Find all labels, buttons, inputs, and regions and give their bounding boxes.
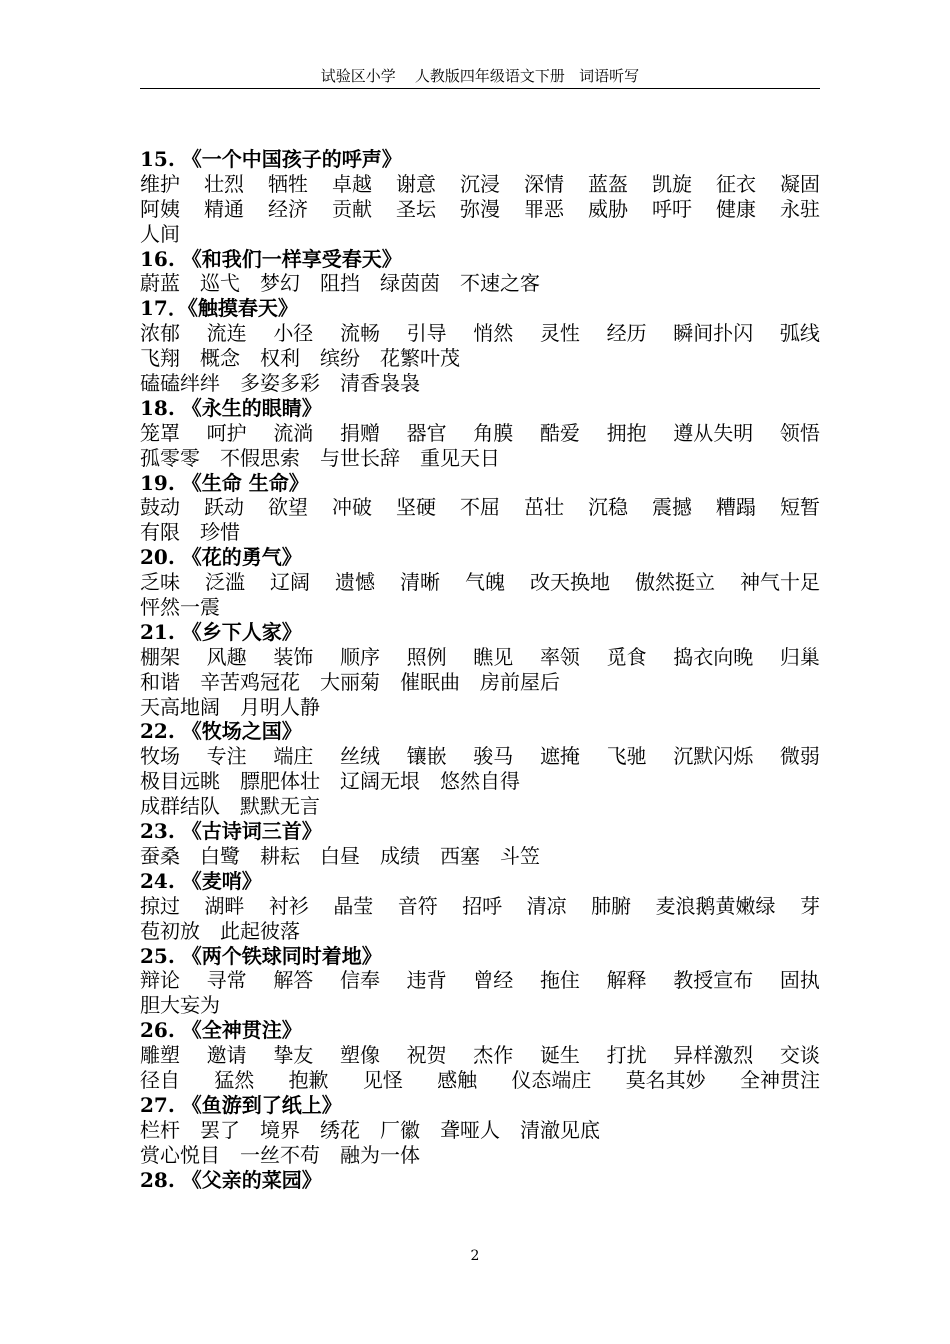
vocabulary-word: 凝固 bbox=[780, 171, 820, 196]
vocabulary-word: 房前屋后 bbox=[480, 669, 560, 694]
vocabulary-word: 辽阔无垠 bbox=[340, 769, 420, 794]
vocabulary-word: 弧线 bbox=[779, 321, 820, 346]
vocabulary-word: 异样激烈 bbox=[673, 1043, 754, 1068]
word-line bbox=[140, 695, 820, 720]
vocabulary-word: 浓郁 bbox=[140, 321, 180, 346]
vocabulary-word: 流连 bbox=[206, 321, 247, 346]
vocabulary-word: 笼罩 bbox=[140, 420, 180, 445]
vocabulary-word: 罪恶 bbox=[524, 196, 564, 221]
vocabulary-word: 短暂 bbox=[780, 495, 820, 520]
vocabulary-word: 沉默闪烁 bbox=[673, 744, 754, 769]
vocabulary-word: 装饰 bbox=[273, 644, 314, 669]
word-line bbox=[140, 1068, 820, 1093]
word-line bbox=[140, 993, 820, 1018]
vocabulary-word: 丝绒 bbox=[339, 744, 380, 769]
vocabulary-word: 湖畔 bbox=[204, 893, 245, 918]
vocabulary-word: 见怪 bbox=[362, 1067, 403, 1092]
word-line bbox=[140, 1143, 820, 1168]
vocabulary-word: 猛然 bbox=[214, 1067, 255, 1092]
lesson-title: 23. 《古诗词三首》 bbox=[140, 819, 322, 844]
vocabulary-word: 震撼 bbox=[652, 495, 692, 520]
vocabulary-word: 流淌 bbox=[273, 420, 314, 445]
vocabulary-word: 镶嵌 bbox=[406, 744, 447, 769]
vocabulary-word: 酷爱 bbox=[539, 420, 580, 445]
vocabulary-word: 径自 bbox=[140, 1067, 180, 1092]
vocabulary-word: 抱歉 bbox=[288, 1067, 329, 1092]
vocabulary-word: 麦浪鹅黄嫩绿 bbox=[655, 893, 776, 918]
vocabulary-word: 耕耘 bbox=[260, 843, 300, 868]
vocabulary-word: 不速之客 bbox=[460, 271, 540, 296]
vocabulary-word: 清澈见底 bbox=[520, 1117, 600, 1142]
vocabulary-word: 悠然自得 bbox=[440, 769, 520, 794]
vocabulary-word: 斗笠 bbox=[500, 843, 540, 868]
word-line bbox=[140, 769, 820, 794]
vocabulary-word: 凯旋 bbox=[652, 171, 692, 196]
vocabulary-word: 率领 bbox=[539, 644, 580, 669]
vocabulary-word: 阿姨 bbox=[140, 196, 180, 221]
word-line bbox=[140, 919, 820, 944]
vocabulary-word: 与世长辞 bbox=[320, 445, 400, 470]
vocabulary-word: 改天换地 bbox=[530, 570, 610, 595]
vocabulary-word: 经济 bbox=[268, 196, 308, 221]
lesson-title: 22. 《牧场之国》 bbox=[140, 719, 302, 744]
vocabulary-word: 融为一体 bbox=[340, 1142, 420, 1167]
vocabulary-word: 沉浸 bbox=[460, 171, 500, 196]
page-number: 2 bbox=[470, 1248, 480, 1264]
vocabulary-word: 骏马 bbox=[473, 744, 514, 769]
vocabulary-word: 音符 bbox=[397, 893, 438, 918]
vocabulary-word: 飞翔 bbox=[140, 346, 180, 371]
vocabulary-word: 茁壮 bbox=[524, 495, 564, 520]
word-line bbox=[140, 197, 820, 222]
vocabulary-word: 呵护 bbox=[206, 420, 247, 445]
word-line bbox=[140, 894, 820, 919]
vocabulary-word: 厂徽 bbox=[380, 1117, 420, 1142]
vocabulary-word: 贡献 bbox=[332, 196, 372, 221]
vocabulary-word: 鼓动 bbox=[140, 495, 180, 520]
vocabulary-word: 悄然 bbox=[473, 321, 514, 346]
lesson-title: 27. 《鱼游到了纸上》 bbox=[140, 1092, 342, 1117]
vocabulary-word: 罢了 bbox=[200, 1117, 240, 1142]
word-line bbox=[140, 844, 820, 869]
vocabulary-word: 牺牲 bbox=[268, 171, 308, 196]
vocabulary-word: 怦然一震 bbox=[140, 595, 220, 620]
vocabulary-word: 傲然挺立 bbox=[635, 570, 715, 595]
vocabulary-word: 胆大妄为 bbox=[140, 993, 220, 1018]
word-line bbox=[140, 1118, 820, 1143]
vocabulary-word: 蔚蓝 bbox=[140, 271, 180, 296]
vocabulary-word: 芽 bbox=[799, 893, 820, 918]
vocabulary-word: 沉稳 bbox=[588, 495, 628, 520]
vocabulary-word: 肺腑 bbox=[591, 893, 632, 918]
vocabulary-word: 打扰 bbox=[606, 1043, 647, 1068]
vocabulary-word: 领悟 bbox=[779, 420, 820, 445]
vocabulary-word: 重见天日 bbox=[420, 445, 500, 470]
lesson-title: 15. 《一个中国孩子的呼声》 bbox=[140, 147, 402, 171]
vocabulary-word: 壮烈 bbox=[204, 171, 244, 196]
page-header: 试验区小学 人教版四年级语文下册 词语听写 bbox=[140, 64, 820, 89]
vocabulary-word: 塑像 bbox=[339, 1043, 380, 1068]
vocabulary-word: 珍惜 bbox=[200, 520, 240, 545]
word-line bbox=[140, 595, 820, 620]
vocabulary-word: 小径 bbox=[273, 321, 314, 346]
lesson-title: 19. 《生命 生命》 bbox=[140, 470, 309, 495]
vocabulary-word: 固执 bbox=[779, 968, 820, 993]
word-line bbox=[140, 570, 820, 595]
vocabulary-word: 巡弋 bbox=[200, 271, 240, 296]
word-line bbox=[140, 222, 820, 247]
vocabulary-word: 风趣 bbox=[206, 644, 247, 669]
lesson-title: 24. 《麦哨》 bbox=[140, 868, 262, 893]
vocabulary-word: 一丝不苟 bbox=[240, 1142, 320, 1167]
vocabulary-word: 诞生 bbox=[539, 1043, 580, 1068]
vocabulary-word: 多姿多彩 bbox=[240, 371, 320, 396]
vocabulary-word: 拖住 bbox=[539, 968, 580, 993]
lesson-title: 17．《触摸春天》 bbox=[140, 296, 298, 321]
vocabulary-word: 月明人静 bbox=[240, 694, 320, 719]
vocabulary-word: 成绩 bbox=[380, 843, 420, 868]
vocabulary-word: 清晰 bbox=[400, 570, 440, 595]
lesson-title: 20. 《花的勇气》 bbox=[140, 545, 302, 570]
lesson-title: 21. 《乡下人家》 bbox=[140, 619, 302, 644]
vocabulary-word: 缤纷 bbox=[320, 346, 360, 371]
vocabulary-word: 深情 bbox=[524, 171, 564, 196]
vocabulary-word: 遗憾 bbox=[335, 570, 375, 595]
vocabulary-word: 健康 bbox=[716, 196, 756, 221]
vocabulary-word: 白昼 bbox=[320, 843, 360, 868]
word-line bbox=[140, 321, 820, 346]
vocabulary-word: 牧场 bbox=[140, 744, 180, 769]
vocabulary-word: 威胁 bbox=[588, 196, 628, 221]
vocabulary-word: 辛苦鸡冠花 bbox=[200, 669, 300, 694]
vocabulary-word: 瞬间扑闪 bbox=[673, 321, 754, 346]
vocabulary-word: 角膜 bbox=[473, 420, 514, 445]
vocabulary-word: 灵性 bbox=[539, 321, 580, 346]
vocabulary-word: 晶莹 bbox=[333, 893, 374, 918]
vocabulary-word: 成群结队 bbox=[140, 794, 220, 819]
vocabulary-word: 聋哑人 bbox=[440, 1117, 500, 1142]
vocabulary-word: 蓝盔 bbox=[588, 171, 628, 196]
vocabulary-word: 泛滥 bbox=[205, 570, 245, 595]
vocabulary-word: 遮掩 bbox=[539, 744, 580, 769]
vocabulary-word: 苞初放 bbox=[140, 918, 200, 943]
vocabulary-word: 绿茵茵 bbox=[380, 271, 440, 296]
vocabulary-word: 流畅 bbox=[339, 321, 380, 346]
vocabulary-word: 经历 bbox=[606, 321, 647, 346]
vocabulary-word: 坚硬 bbox=[396, 495, 436, 520]
word-line bbox=[140, 520, 820, 545]
vocabulary-word: 捣衣向晚 bbox=[673, 644, 754, 669]
vocabulary-word: 此起彼落 bbox=[220, 918, 300, 943]
vocabulary-word: 寻常 bbox=[206, 968, 247, 993]
vocabulary-word: 有限 bbox=[140, 520, 180, 545]
vocabulary-word: 人间 bbox=[140, 221, 180, 246]
vocabulary-word: 极目远眺 bbox=[140, 769, 220, 794]
vocabulary-word: 辽阔 bbox=[270, 570, 310, 595]
vocabulary-word: 觅食 bbox=[606, 644, 647, 669]
vocabulary-word: 器官 bbox=[406, 420, 447, 445]
vocabulary-word: 仪态端庄 bbox=[511, 1067, 592, 1092]
vocabulary-word: 解答 bbox=[273, 968, 314, 993]
word-line bbox=[140, 968, 820, 993]
vocabulary-word: 莫名其妙 bbox=[625, 1067, 706, 1092]
vocabulary-word: 卓越 bbox=[332, 171, 372, 196]
word-line bbox=[140, 495, 820, 520]
vocabulary-word: 杰作 bbox=[473, 1043, 514, 1068]
vocabulary-word: 棚架 bbox=[140, 644, 180, 669]
vocabulary-word: 欲望 bbox=[268, 495, 308, 520]
vocabulary-word: 归巢 bbox=[779, 644, 820, 669]
vocabulary-word: 衬衫 bbox=[268, 893, 309, 918]
vocabulary-word: 栏杆 bbox=[140, 1117, 180, 1142]
vocabulary-word: 教授宣布 bbox=[673, 968, 754, 993]
vocabulary-list bbox=[140, 147, 820, 1192]
vocabulary-word: 拥抱 bbox=[606, 420, 647, 445]
vocabulary-word: 气魄 bbox=[465, 570, 505, 595]
vocabulary-word: 微弱 bbox=[779, 744, 820, 769]
vocabulary-word: 清香袅袅 bbox=[340, 371, 420, 396]
word-line bbox=[140, 1043, 820, 1068]
word-line bbox=[140, 346, 820, 371]
vocabulary-word: 精通 bbox=[204, 196, 244, 221]
vocabulary-word: 祝贺 bbox=[406, 1043, 447, 1068]
vocabulary-word: 孤零零 bbox=[140, 445, 200, 470]
lesson-title: 26. 《全神贯注》 bbox=[140, 1018, 302, 1043]
vocabulary-word: 永驻 bbox=[780, 196, 820, 221]
vocabulary-word: 绣花 bbox=[320, 1117, 360, 1142]
vocabulary-word: 弥漫 bbox=[460, 196, 500, 221]
vocabulary-word: 不假思索 bbox=[220, 445, 300, 470]
vocabulary-word: 呼吁 bbox=[652, 196, 692, 221]
vocabulary-word: 不屈 bbox=[460, 495, 500, 520]
vocabulary-word: 糟蹋 bbox=[716, 495, 756, 520]
vocabulary-word: 招呼 bbox=[462, 893, 503, 918]
vocabulary-word: 照例 bbox=[406, 644, 447, 669]
vocabulary-word: 解释 bbox=[606, 968, 647, 993]
vocabulary-word: 瞧见 bbox=[473, 644, 514, 669]
vocabulary-word: 违背 bbox=[406, 968, 447, 993]
vocabulary-word: 蚕桑 bbox=[140, 843, 180, 868]
vocabulary-word: 引导 bbox=[406, 321, 447, 346]
vocabulary-word: 概念 bbox=[200, 346, 240, 371]
vocabulary-word: 感触 bbox=[437, 1067, 478, 1092]
vocabulary-word: 端庄 bbox=[273, 744, 314, 769]
vocabulary-word: 遵从失明 bbox=[673, 420, 754, 445]
word-line bbox=[140, 446, 820, 471]
vocabulary-word: 全神贯注 bbox=[739, 1067, 820, 1092]
lesson-title: 16. 《和我们一样享受春天》 bbox=[140, 246, 402, 271]
vocabulary-word: 雕塑 bbox=[140, 1043, 180, 1068]
vocabulary-word: 维护 bbox=[140, 171, 180, 196]
vocabulary-word: 捐赠 bbox=[339, 420, 380, 445]
vocabulary-word: 神气十足 bbox=[740, 570, 820, 595]
vocabulary-word: 曾经 bbox=[473, 968, 514, 993]
word-line bbox=[140, 371, 820, 396]
vocabulary-word: 权利 bbox=[260, 346, 300, 371]
word-line bbox=[140, 421, 820, 446]
vocabulary-word: 境界 bbox=[260, 1117, 300, 1142]
word-line bbox=[140, 670, 820, 695]
word-line bbox=[140, 744, 820, 769]
word-line bbox=[140, 271, 820, 296]
vocabulary-word: 邀请 bbox=[206, 1043, 247, 1068]
lesson-title: 28. 《父亲的菜园》 bbox=[140, 1167, 322, 1192]
vocabulary-word: 顺序 bbox=[339, 644, 380, 669]
word-line bbox=[140, 172, 820, 197]
vocabulary-word: 挚友 bbox=[273, 1043, 314, 1068]
vocabulary-word: 花繁叶茂 bbox=[380, 346, 460, 371]
vocabulary-word: 专注 bbox=[206, 744, 247, 769]
vocabulary-word: 默默无言 bbox=[240, 794, 320, 819]
lesson-title: 25. 《两个铁球同时着地》 bbox=[140, 943, 382, 968]
vocabulary-word: 谢意 bbox=[396, 171, 436, 196]
vocabulary-word: 跃动 bbox=[204, 495, 244, 520]
vocabulary-word: 阻挡 bbox=[320, 271, 360, 296]
word-line bbox=[140, 645, 820, 670]
vocabulary-word: 掠过 bbox=[140, 893, 180, 918]
lesson-title: 18. 《永生的眼睛》 bbox=[140, 395, 322, 420]
vocabulary-word: 冲破 bbox=[332, 495, 372, 520]
vocabulary-word: 白鹭 bbox=[200, 843, 240, 868]
vocabulary-word: 天高地阔 bbox=[140, 694, 220, 719]
vocabulary-word: 征衣 bbox=[716, 171, 756, 196]
vocabulary-word: 圣坛 bbox=[396, 196, 436, 221]
vocabulary-word: 催眠曲 bbox=[400, 669, 460, 694]
vocabulary-word: 赏心悦目 bbox=[140, 1142, 220, 1167]
vocabulary-word: 大丽菊 bbox=[320, 669, 380, 694]
vocabulary-word: 磕磕绊绊 bbox=[140, 371, 220, 396]
vocabulary-word: 飞驰 bbox=[606, 744, 647, 769]
vocabulary-word: 梦幻 bbox=[260, 271, 300, 296]
vocabulary-word: 辩论 bbox=[140, 968, 180, 993]
vocabulary-word: 乏味 bbox=[140, 570, 180, 595]
vocabulary-word: 和谐 bbox=[140, 669, 180, 694]
vocabulary-word: 交谈 bbox=[779, 1043, 820, 1068]
vocabulary-word: 信奉 bbox=[339, 968, 380, 993]
vocabulary-word: 西塞 bbox=[440, 843, 480, 868]
word-line bbox=[140, 794, 820, 819]
vocabulary-word: 清凉 bbox=[526, 893, 567, 918]
vocabulary-word: 膘肥体壮 bbox=[240, 769, 320, 794]
